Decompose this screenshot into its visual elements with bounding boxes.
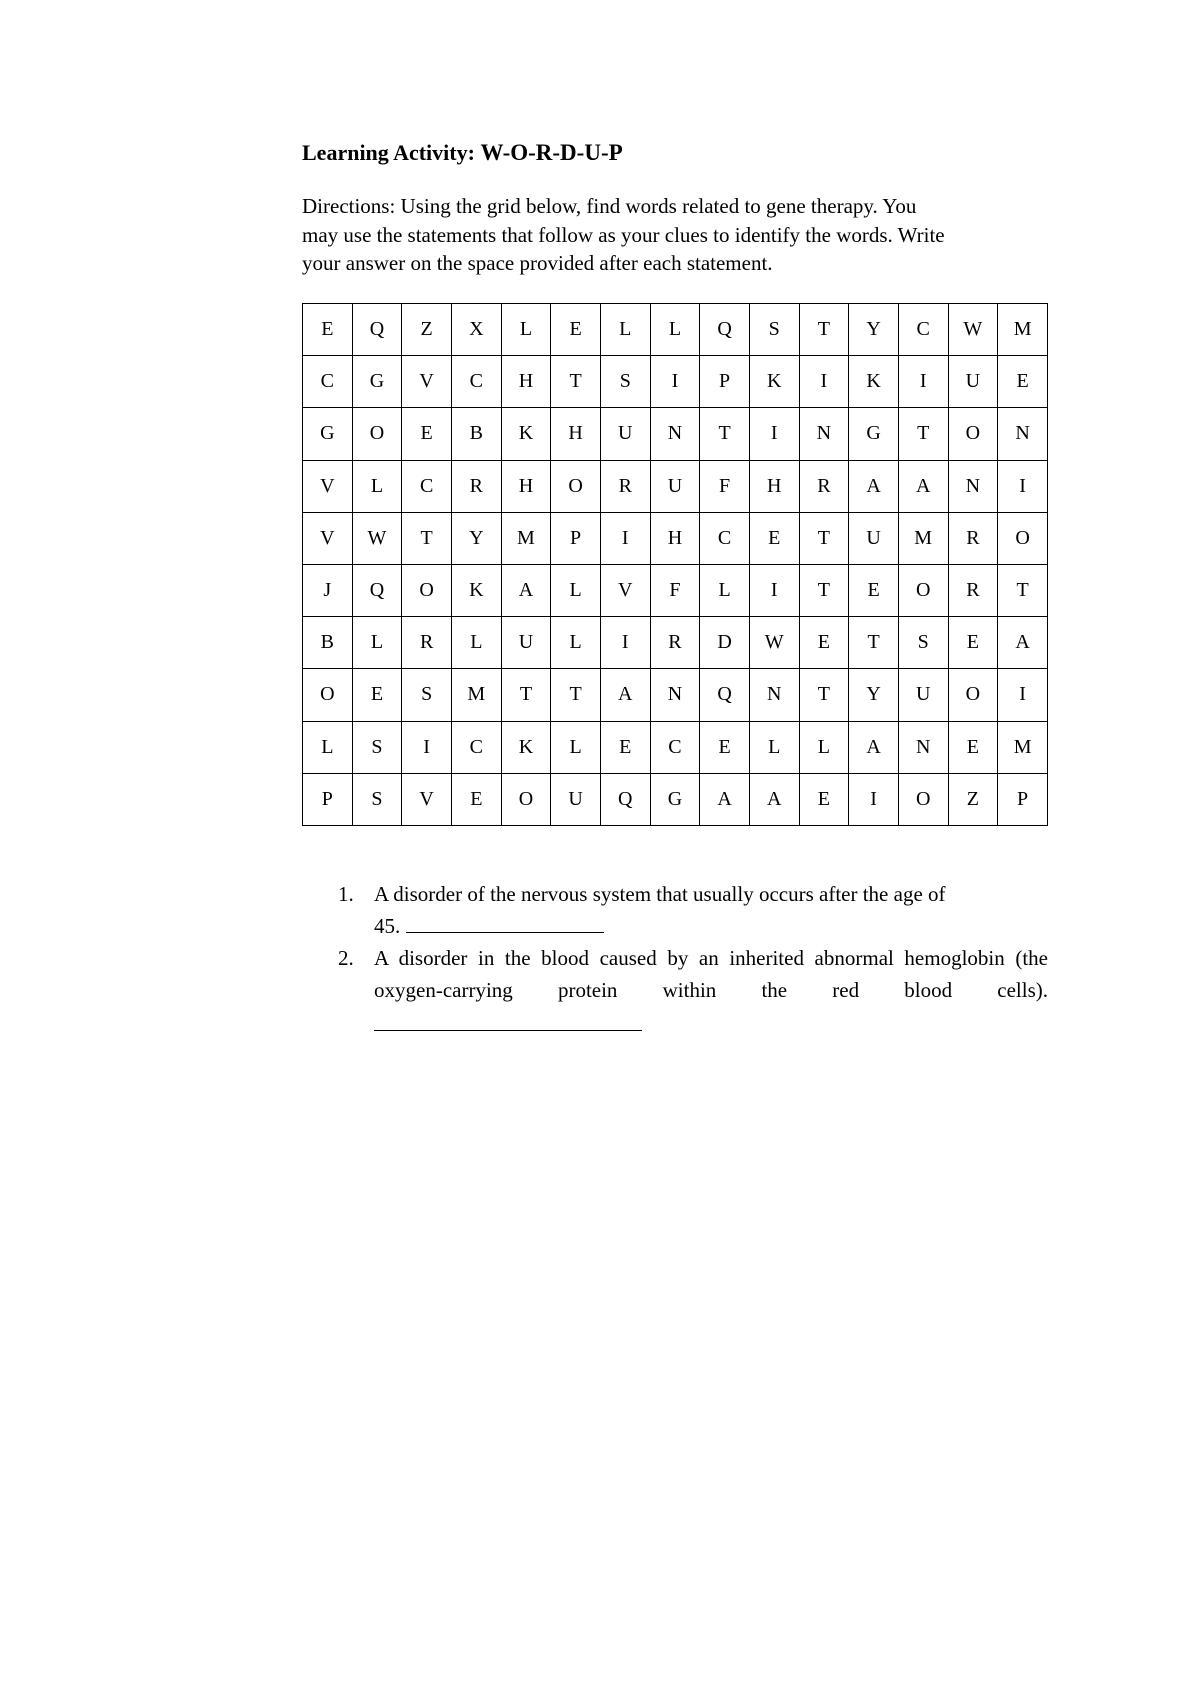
grid-cell[interactable]: O (898, 564, 948, 616)
grid-cell[interactable]: V (402, 356, 452, 408)
grid-cell[interactable]: N (650, 408, 700, 460)
grid-cell[interactable]: P (551, 512, 601, 564)
grid-cell[interactable]: O (551, 460, 601, 512)
clue-list (338, 878, 1048, 1040)
grid-cell[interactable]: G (849, 408, 899, 460)
grid-cell[interactable]: R (402, 617, 452, 669)
grid-cell[interactable]: R (600, 460, 650, 512)
grid-cell[interactable]: H (749, 460, 799, 512)
grid-cell[interactable]: H (650, 512, 700, 564)
grid-cell[interactable]: Y (451, 512, 501, 564)
grid-cell[interactable]: L (303, 721, 353, 773)
activity-title-name: W-O-R-D-U-P (480, 140, 623, 165)
grid-cell[interactable]: V (402, 773, 452, 825)
grid-cell[interactable]: M (451, 669, 501, 721)
grid-cell[interactable]: E (799, 617, 849, 669)
grid-cell[interactable]: M (998, 304, 1048, 356)
grid-cell[interactable]: E (998, 356, 1048, 408)
grid-cell[interactable]: N (998, 408, 1048, 460)
clue-text-line: 45. (374, 914, 401, 938)
grid-cell[interactable]: G (650, 773, 700, 825)
grid-row (303, 564, 1048, 616)
grid-cell[interactable]: T (551, 356, 601, 408)
grid-cell[interactable]: R (451, 460, 501, 512)
grid-cell[interactable]: P (998, 773, 1048, 825)
grid-cell[interactable]: A (849, 721, 899, 773)
grid-cell[interactable]: Z (948, 773, 998, 825)
grid-row (303, 617, 1048, 669)
grid-cell[interactable]: I (650, 356, 700, 408)
grid-cell[interactable]: C (451, 721, 501, 773)
grid-cell[interactable]: P (303, 773, 353, 825)
grid-cell[interactable]: O (303, 669, 353, 721)
grid-cell[interactable]: U (600, 408, 650, 460)
clue-text-line: A disorder of the nervous system that usually occurs after the age of (374, 882, 946, 906)
grid-cell[interactable]: A (849, 460, 899, 512)
grid-cell[interactable]: N (650, 669, 700, 721)
grid-cell[interactable]: U (501, 617, 551, 669)
grid-cell[interactable]: O (501, 773, 551, 825)
grid-cell[interactable]: H (551, 408, 601, 460)
directions-line: may use the statements that follow as your clues to identify the words. Write (302, 222, 945, 247)
grid-cell[interactable]: S (352, 721, 402, 773)
clue-number: 1. (338, 882, 354, 906)
grid-cell[interactable]: V (303, 512, 353, 564)
grid-cell[interactable]: X (451, 304, 501, 356)
grid-cell[interactable]: M (998, 721, 1048, 773)
grid-cell[interactable]: L (551, 721, 601, 773)
grid-cell[interactable]: M (898, 512, 948, 564)
grid-cell[interactable]: L (749, 721, 799, 773)
word-search-grid (302, 303, 1048, 826)
grid-cell[interactable]: I (898, 356, 948, 408)
grid-cell[interactable]: E (849, 564, 899, 616)
grid-cell[interactable]: M (501, 512, 551, 564)
grid-cell[interactable]: E (551, 304, 601, 356)
grid-cell[interactable]: W (352, 512, 402, 564)
grid-cell[interactable]: T (700, 408, 750, 460)
grid-cell[interactable]: B (303, 617, 353, 669)
grid-cell[interactable]: E (352, 669, 402, 721)
grid-cell[interactable]: A (600, 669, 650, 721)
grid-cell[interactable]: T (998, 564, 1048, 616)
grid-row (303, 408, 1048, 460)
grid-cell[interactable]: K (451, 564, 501, 616)
grid-cell[interactable]: O (948, 408, 998, 460)
clue-text: A disorder in the blood caused by an inherited abnormal hemoglobin (the oxygen-carrying protein within the red blood cells). (374, 946, 1048, 1002)
grid-row (303, 721, 1048, 773)
grid-row (303, 460, 1048, 512)
grid-cell[interactable]: Z (402, 304, 452, 356)
grid-row (303, 773, 1048, 825)
grid-cell[interactable]: O (948, 669, 998, 721)
grid-cell[interactable]: I (849, 773, 899, 825)
grid-cell[interactable]: U (551, 773, 601, 825)
grid-cell[interactable]: J (303, 564, 353, 616)
grid-cell[interactable]: E (451, 773, 501, 825)
grid-cell[interactable]: T (849, 617, 899, 669)
grid-cell[interactable]: S (352, 773, 402, 825)
grid-cell[interactable]: G (303, 408, 353, 460)
grid-cell[interactable]: T (799, 304, 849, 356)
grid-cell[interactable]: C (650, 721, 700, 773)
grid-cell[interactable]: V (303, 460, 353, 512)
clue-number: 2. (338, 946, 354, 970)
grid-cell[interactable]: F (700, 460, 750, 512)
grid-cell[interactable]: W (948, 304, 998, 356)
grid-cell[interactable]: T (799, 669, 849, 721)
grid-cell[interactable]: T (501, 669, 551, 721)
grid-cell[interactable]: E (799, 773, 849, 825)
grid-cell[interactable]: R (799, 460, 849, 512)
grid-cell[interactable]: P (700, 356, 750, 408)
grid-cell[interactable]: O (998, 512, 1048, 564)
grid-cell[interactable]: C (898, 304, 948, 356)
grid-cell[interactable]: Q (700, 669, 750, 721)
grid-cell[interactable]: A (998, 617, 1048, 669)
grid-cell[interactable]: O (402, 564, 452, 616)
grid-cell[interactable]: U (849, 512, 899, 564)
grid-cell[interactable]: C (402, 460, 452, 512)
grid-cell[interactable]: I (998, 669, 1048, 721)
clue-text (374, 878, 1048, 942)
grid-cell[interactable]: I (749, 564, 799, 616)
directions-paragraph (302, 192, 1062, 278)
grid-cell[interactable]: E (749, 512, 799, 564)
grid-cell[interactable]: Y (849, 669, 899, 721)
grid-cell[interactable]: I (600, 512, 650, 564)
grid-cell[interactable]: I (799, 356, 849, 408)
grid-cell[interactable]: L (352, 460, 402, 512)
answer-blank[interactable] (406, 912, 604, 933)
grid-cell[interactable]: L (551, 617, 601, 669)
grid-cell[interactable]: S (600, 356, 650, 408)
grid-cell[interactable]: R (948, 564, 998, 616)
grid-cell[interactable]: T (898, 408, 948, 460)
grid-cell[interactable]: A (898, 460, 948, 512)
grid-cell[interactable]: E (303, 304, 353, 356)
grid-cell[interactable]: S (402, 669, 452, 721)
grid-cell[interactable]: N (948, 460, 998, 512)
grid-row (303, 512, 1048, 564)
grid-cell[interactable]: E (600, 721, 650, 773)
grid-cell[interactable]: E (948, 721, 998, 773)
grid-cell[interactable]: U (650, 460, 700, 512)
grid-cell[interactable]: W (749, 617, 799, 669)
grid-cell[interactable]: B (451, 408, 501, 460)
activity-title (302, 140, 623, 166)
answer-blank[interactable] (374, 1010, 642, 1031)
grid-cell[interactable]: L (551, 564, 601, 616)
grid-cell[interactable]: K (501, 408, 551, 460)
grid-cell[interactable]: T (402, 512, 452, 564)
grid-cell[interactable]: L (600, 304, 650, 356)
grid-cell[interactable]: K (849, 356, 899, 408)
activity-title-label: Learning Activity: (302, 140, 481, 165)
grid-cell[interactable]: E (948, 617, 998, 669)
grid-cell[interactable]: I (600, 617, 650, 669)
grid-cell[interactable]: L (799, 721, 849, 773)
grid-cell[interactable]: S (749, 304, 799, 356)
grid-cell[interactable]: Q (352, 304, 402, 356)
grid-cell[interactable]: L (650, 304, 700, 356)
grid-cell[interactable]: F (650, 564, 700, 616)
grid-row (303, 669, 1048, 721)
grid-cell[interactable]: T (551, 669, 601, 721)
grid-cell[interactable]: I (998, 460, 1048, 512)
grid-cell[interactable]: L (501, 304, 551, 356)
directions-line: Directions: Using the grid below, find words related to gene therapy. You (302, 194, 917, 218)
grid-cell[interactable]: V (600, 564, 650, 616)
grid-cell[interactable]: Q (352, 564, 402, 616)
grid-cell[interactable]: H (501, 460, 551, 512)
grid-cell[interactable]: R (948, 512, 998, 564)
grid-cell[interactable]: I (402, 721, 452, 773)
grid-cell[interactable]: L (451, 617, 501, 669)
grid-cell[interactable]: C (700, 512, 750, 564)
grid-cell[interactable]: Q (600, 773, 650, 825)
grid-cell[interactable]: L (352, 617, 402, 669)
grid-cell[interactable]: U (898, 669, 948, 721)
grid-cell[interactable]: N (898, 721, 948, 773)
grid-cell[interactable]: N (799, 408, 849, 460)
grid-cell[interactable]: Q (700, 304, 750, 356)
grid-cell[interactable]: D (700, 617, 750, 669)
grid-cell[interactable]: I (749, 408, 799, 460)
grid-cell[interactable]: E (402, 408, 452, 460)
directions-line: your answer on the space provided after each statement. (302, 251, 773, 275)
grid-cell[interactable]: Y (849, 304, 899, 356)
grid-cell[interactable]: O (898, 773, 948, 825)
grid-cell[interactable]: C (451, 356, 501, 408)
grid-row (303, 304, 1048, 356)
grid-row (303, 356, 1048, 408)
grid-cell[interactable]: A (749, 773, 799, 825)
grid-cell[interactable]: A (501, 564, 551, 616)
grid-cell[interactable]: S (898, 617, 948, 669)
grid-cell[interactable]: O (352, 408, 402, 460)
grid-cell[interactable]: U (948, 356, 998, 408)
grid-cell[interactable]: L (700, 564, 750, 616)
grid-cell[interactable]: H (501, 356, 551, 408)
grid-cell[interactable]: K (501, 721, 551, 773)
grid-cell[interactable]: K (749, 356, 799, 408)
grid-cell[interactable]: R (650, 617, 700, 669)
grid-cell[interactable]: T (799, 564, 849, 616)
clue-item (338, 942, 1048, 1040)
grid-cell[interactable]: A (700, 773, 750, 825)
grid-cell[interactable]: N (749, 669, 799, 721)
grid-cell[interactable]: T (799, 512, 849, 564)
grid-cell[interactable]: C (303, 356, 353, 408)
clue-item (338, 878, 1048, 942)
grid-cell[interactable]: G (352, 356, 402, 408)
grid-cell[interactable]: E (700, 721, 750, 773)
